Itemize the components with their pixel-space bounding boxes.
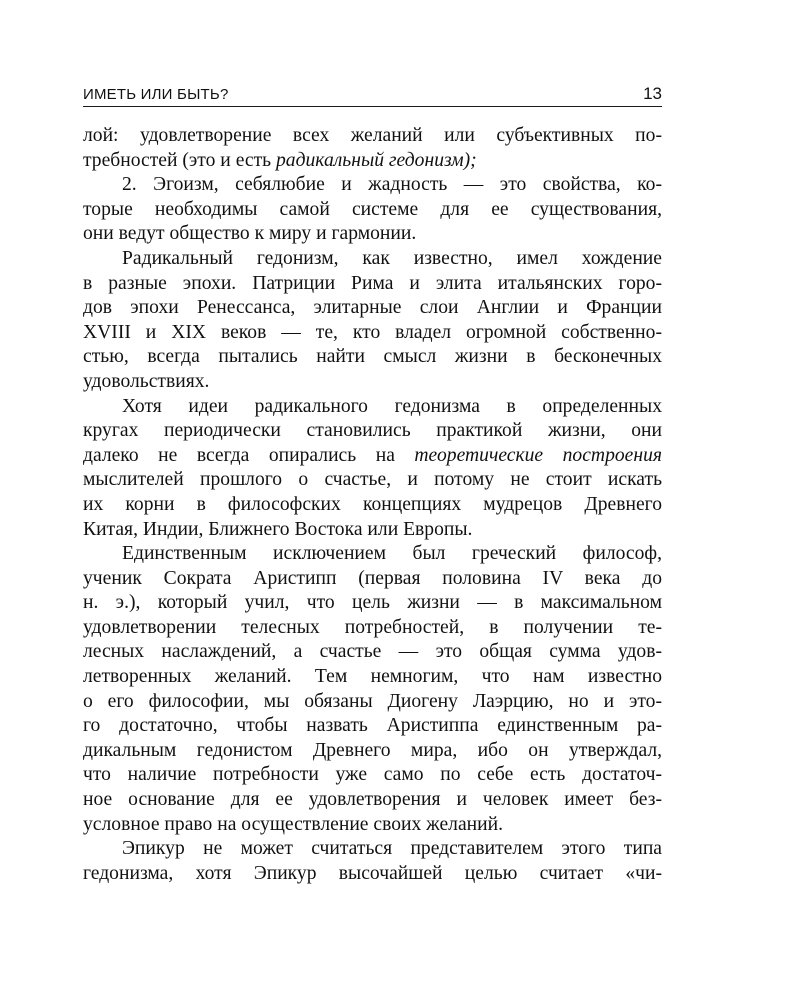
text-line: Радикальный гедонизм, как известно, имел хождение: [122, 247, 662, 269]
italic-text-run: теоретические построения: [414, 444, 662, 466]
text-line: Эпикур не может считаться представителем этого типа: [122, 838, 662, 860]
text-line: 2. Эгоизм, себялюбие и жадность — это свойства, ко-: [122, 174, 662, 196]
paragraph: [83, 247, 662, 395]
text-line: что наличие потребности уже само по себе есть достаточ-: [83, 764, 662, 786]
paragraph: [83, 395, 662, 543]
text-line: торые необходимы самой системе для ее существования,: [83, 198, 662, 220]
text-run: далеко не всегда опирались на: [83, 444, 415, 466]
text-line: [83, 149, 662, 174]
running-header: [83, 82, 662, 107]
text-line: ученик Сократа Аристипп (первая половина IV века до: [83, 567, 662, 589]
text-line: дов эпохи Ренессанса, элитарные слои Англии и Франции: [83, 297, 662, 319]
text-line: Китая, Индии, Ближнего Востока или Европы.: [83, 518, 473, 540]
page-number: 13: [643, 84, 662, 103]
text-line: го достаточно, чтобы назвать Аристиппа единственным ра-: [83, 715, 662, 737]
text-line: ное основание для ее удовлетворения и человек имеет без-: [83, 789, 662, 811]
text-line: кругах периодически становились практикой жизни, они: [83, 420, 662, 442]
text-line: в разные эпохи. Патриции Рима и элита итальянских горо-: [83, 272, 662, 294]
paragraph: [83, 124, 662, 173]
text-line: Хотя идеи радикального гедонизма в определенных: [122, 395, 662, 417]
text-line: лой: удовлетворение всех желаний или субъективных по-: [83, 125, 662, 146]
text-line: гедонизма, хотя Эпикур высочайшей целью считает «чи-: [83, 862, 662, 884]
text-line: удовлетворении телесных потребностей, в получении те-: [83, 616, 662, 638]
text-line: мыслителей прошлого о счастье, и потому не стоит искать: [83, 469, 662, 491]
text-line: XVIII и XIX веков — те, кто владел огромной собственно-: [83, 321, 662, 343]
body-text: [83, 124, 662, 886]
running-title: ИМЕТЬ ИЛИ БЫТЬ?: [83, 86, 229, 103]
italic-text-run: радикальный гедонизм);: [275, 149, 477, 171]
paragraph: [83, 542, 662, 837]
paragraph: [83, 173, 662, 247]
text-line: о его философии, мы обязаны Диогену Лаэрцию, но и это-: [83, 690, 662, 712]
paragraph: [83, 837, 662, 886]
text-line: удовольствиях.: [83, 370, 210, 392]
text-line: Единственным исключением был греческий философ,: [122, 543, 662, 565]
text-line: стью, всегда пытались найти смысл жизни в бесконечных: [83, 346, 662, 368]
text-line: условное право на осуществление своих желаний.: [83, 813, 503, 835]
text-line: дикальным гедонистом Древнего мира, ибо он утверждал,: [83, 739, 662, 761]
text-line: [83, 444, 662, 469]
text-line: их корни в философских концепциях мудрецов Древнего: [83, 493, 662, 515]
text-line: летворенных желаний. Тем немногим, что нам известно: [83, 666, 662, 688]
text-run: требностей (это и есть: [83, 149, 276, 171]
text-line: н. э.), который учил, что цель жизни — в максимальном: [83, 592, 662, 614]
text-line: лесных наслаждений, а счастье — это общая сумма удов-: [83, 641, 662, 663]
text-line: они ведут общество к миру и гармонии.: [83, 223, 417, 245]
